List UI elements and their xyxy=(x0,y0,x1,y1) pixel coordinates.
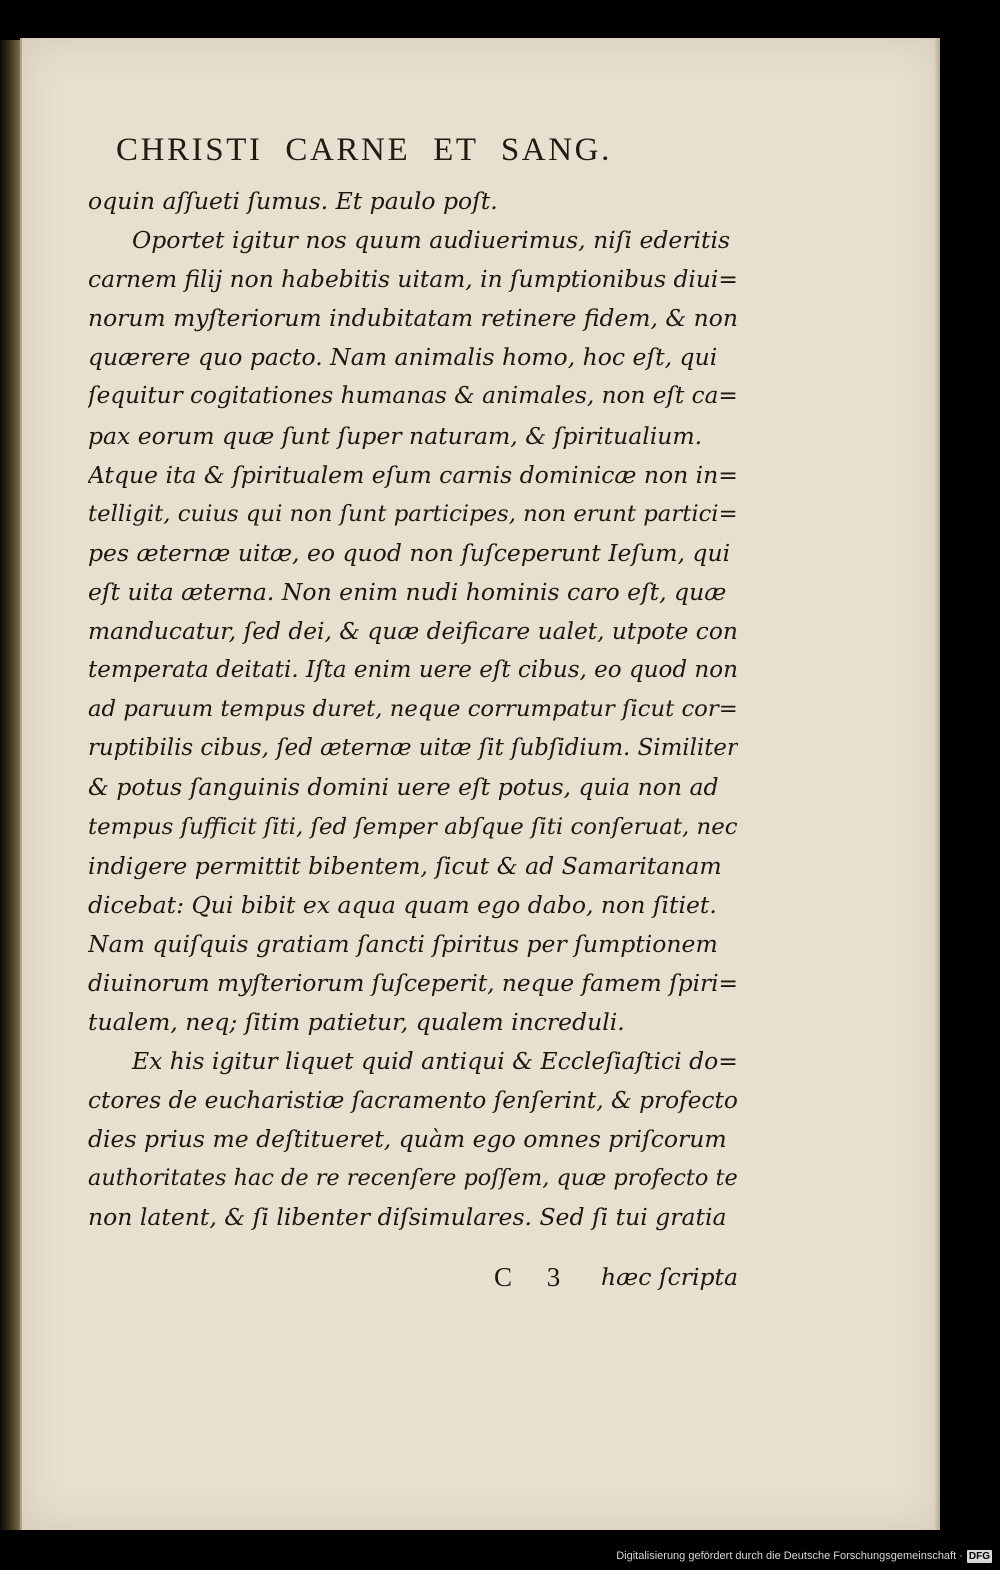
text-line: telligit, cuius qui non ſunt participes, non erunt partici= xyxy=(88,500,738,527)
text-line: Ex his igitur liquet quid antiqui & Eccleſiaſtici do= xyxy=(132,1047,738,1076)
running-head: CHRISTI CARNE ET SANG. xyxy=(116,132,612,168)
text-line: authoritates hac de re recenſere poſſem, quæ profecto te xyxy=(88,1165,738,1192)
text-line: dicebat: Qui bibit ex aqua quam ego dabo, non ſitiet. xyxy=(88,890,717,919)
page-foot-line xyxy=(88,1257,738,1297)
text-line: tualem, neq; ſitim patietur, qualem increduli. xyxy=(88,1007,625,1036)
book-spine-edge xyxy=(0,40,22,1530)
text-line: Nam quiſquis gratiam ſancti ſpiritus per ſumptionem xyxy=(88,929,718,958)
text-line: ad paruum tempus duret, neque corrumpatur ſicut cor= xyxy=(88,696,738,723)
text-line: tempus ſufficit ſiti, ſed ſemper abſque ſiti conſeruat, nec xyxy=(88,813,738,840)
dfg-logo-icon: DFG xyxy=(968,1550,990,1562)
text-line: temperata deitati. Iſta enim uere eſt cibus, eo quod non xyxy=(88,657,738,684)
text-line: quærere quo pacto. Nam animalis homo, hoc eſt, qui xyxy=(88,343,718,372)
catchword: hæc ſcripta xyxy=(601,1263,738,1291)
text-line: diuinorum myſteriorum ſuſceperit, neque famem ſpiri= xyxy=(88,969,738,997)
signature-mark: C 3 xyxy=(494,1262,575,1292)
text-line: & potus ſanguinis domini uere eſt potus, quia non ad xyxy=(88,773,719,802)
text-line: pes æternæ uitæ, eo quod non ſuſceperunt Ieſum, qui xyxy=(88,538,731,567)
text-line: non latent, & ſi libenter diſsimulares. Sed ſi tui gratia xyxy=(88,1203,727,1232)
digitization-credit xyxy=(616,1547,992,1565)
text-line: ctores de eucharistiæ ſacramento ſenſerint, & profecto xyxy=(88,1087,738,1115)
credit-text: Digitalisierung gefördert durch die Deutsche Forschungsgemeinschaft · xyxy=(616,1550,963,1562)
text-line: oquin aſſueti ſumus. Et paulo poſt. xyxy=(88,187,498,215)
text-line: eſt uita æterna. Non enim nudi hominis caro eſt, quæ xyxy=(88,577,727,606)
text-line: norum myſteriorum indubitatam retinere fidem, & non xyxy=(88,304,738,333)
text-line: indigere permittit bibentem, ſicut & ad Samaritanam xyxy=(88,851,722,880)
text-line: manducatur, ſed dei, & quæ deificare ualet, utpote con xyxy=(88,618,738,646)
text-line: ruptibilis cibus, ſed æternæ uitæ ſit ſubſidium. Similiter xyxy=(88,735,738,762)
text-line: Atque ita & ſpiritualem eſum carnis dominicæ non in= xyxy=(88,460,738,489)
page-body-text xyxy=(88,182,738,1238)
text-line: pax eorum quæ ſunt ſuper naturam, & ſpiritualium. xyxy=(88,421,703,450)
text-line: carnem filij non habebitis uitam, in ſumptionibus diui= xyxy=(88,265,738,294)
text-line: dies prius me deſtitueret, quàm ego omnes priſcorum xyxy=(88,1125,727,1154)
text-line: ſequitur cogitationes humanas & animales, non eſt ca= xyxy=(88,383,738,410)
text-line: Oportet igitur nos quum audiuerimus, niſi ederitis xyxy=(132,226,731,255)
